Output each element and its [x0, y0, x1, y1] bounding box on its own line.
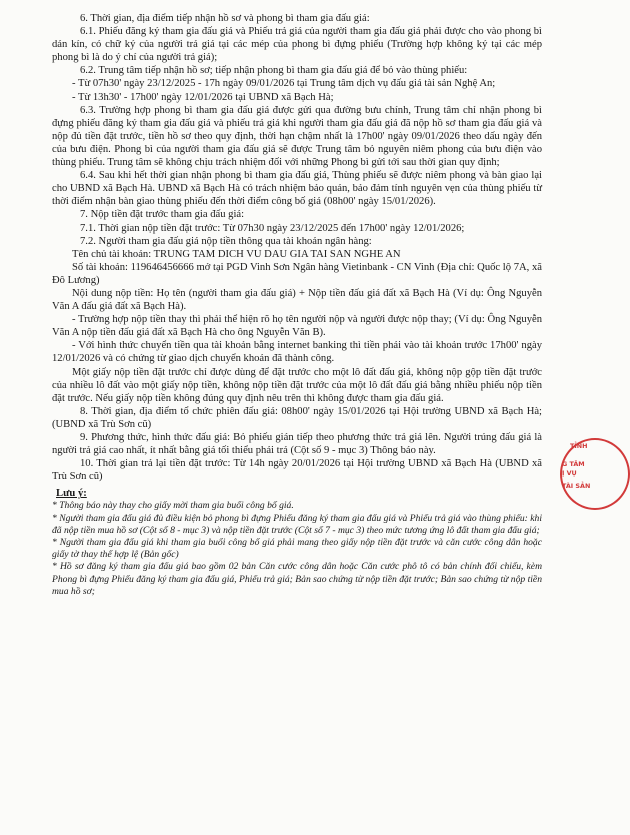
seal-text: Ị VỤ [562, 469, 577, 477]
deposit-rule: Một giấy nộp tiền đặt trước chỉ được dùng để đặt trước cho một lô đất đấu giá, không nộp gộp tiền đặt trước của nhiều lô đất vào một giấy nộp tiền, không nộp tiền đặt trước của một lô đất đấu giá bằng nhiều phiếu nộp tiền đặt trước. Nếu giấy nộp tiền không đúng quy định nêu trên thì không được tham gia đấu giá. [52, 366, 542, 404]
seal-text: G TÂM [562, 460, 585, 468]
account-name: Tên chủ tài khoản: TRUNG TAM DICH VU DAU GIA TAI SAN NGHE AN [72, 248, 401, 260]
proxy-payment: - Trường hợp nộp tiền thay thì phải thể hiện rõ họ tên người nộp và người được nộp thay; (Ví dụ: Ông Nguyễn Văn A nộp tiền đấu giá đất xã Bạch Hà cho ông Nguyễn Văn B). [52, 314, 542, 339]
section-6-3: 6.3. Trường hợp phong bì tham gia đấu giá được gửi qua đường bưu chính, Trung tâm chỉ nhận phong bì đựng phiếu đăng ký tham gia đấu giá và phiếu trả giá khi người tham gia đấu giá đã nộp hồ sơ tham gia đấu giá và nộp đủ tiền đặt trước, tiền hồ sơ theo quy định, thời hạn chậm nhất là 17h00' ngày 09/01/2026 theo dấu ngày đến của bưu điện. Phong bì của người tham gia đấu giá sẽ được Trung tâm bỏ nguyên niêm phong của bưu điện vào thùng phiếu. Trung tâm sẽ không chịu trách nhiệm đối với những Phong bì gửi tới sau thời gian quy định; [52, 104, 542, 169]
section-6-2-a: - Từ 07h30' ngày 23/12/2025 - 17h ngày 09/01/2026 tại Trung tâm dịch vụ đấu giá tài sản Nghệ An; [72, 78, 496, 90]
section-8: 8. Thời gian, địa điểm tổ chức phiên đấu giá: 08h00' ngày 15/01/2026 tại Hội trường UBND xã Bạch Hà; (UBND xã Trù Sơn cũ) [52, 405, 542, 430]
section-6-2: 6.2. Trung tâm tiếp nhận hồ sơ; tiếp nhận phong bì tham gia đấu giá để bỏ vào thùng phiếu: [80, 65, 468, 77]
section-7-1: 7.1. Thời gian nộp tiền đặt trước: Từ 07h30 ngày 23/12/2025 đến 17h00' ngày 12/01/2026; [80, 222, 465, 234]
section-9: 9. Phương thức, hình thức đấu giá: Bỏ phiếu gián tiếp theo phương thức trả giá lên. Người trúng đấu giá là người trả giá cao nhất, ít nhất bằng giá tối thiểu phải trả (Cột số 9 - mục 3) Thông báo này. [52, 432, 542, 457]
section-6-1: 6.1. Phiếu đăng ký tham gia đấu giá và Phiếu trả giá của người tham gia đấu giá phải được cho vào phong bì dán kín, có chữ ký của người trả giá tại các mép của phong bì đựng phiếu (Trường hợp không ký tại các mép phong bì là do ý chí của người trả giá); [52, 26, 542, 64]
section-7-heading: 7. Nộp tiền đặt trước tham gia đấu giá: [80, 209, 245, 221]
section-7-2: 7.2. Người tham gia đấu giá nộp tiền thông qua tài khoản ngân hàng: [80, 235, 372, 247]
seal-text: TỈNH [570, 442, 588, 450]
seal-text: TÀI SẢN [562, 482, 591, 490]
section-10: 10. Thời gian trả lại tiền đặt trước: Từ 14h ngày 20/01/2026 tại Hội trường UBND xã Bạch Hà (UBND xã Trù Sơn cũ) [52, 458, 542, 483]
note-item: * Thông báo này thay cho giấy mời tham gia buổi công bố giá. [52, 500, 294, 512]
section-6-2-b: - Từ 13h30' - 17h00' ngày 12/01/2026 tại UBND xã Bạch Hà; [72, 91, 334, 103]
official-seal [560, 438, 591, 510]
section-6-4: 6.4. Sau khi hết thời gian nhận phong bì tham gia đấu giá, Thùng phiếu sẽ được niêm phong và bàn giao lại cho UBND xã Bạch Hà. UBND xã Bạch Hà có trách nhiệm bảo quản, bảo đảm tính nguyên vẹn của thùng phiếu từ thời điểm nhận bàn giao thùng phiếu đến thời điểm công bố giá (08h00' ngày 15/01/2026). [52, 170, 542, 208]
note-item: * Người tham gia đấu giá khi tham gia buổi công bố giá phải mang theo giấy nộp tiền đặt trước và căn cước công dân hoặc giấy tờ thay thế hợp lệ (Bản gốc) [52, 537, 542, 561]
notes-title: Lưu ý: [56, 488, 87, 500]
payment-content: Nội dung nộp tiền: Họ tên (người tham gia đấu giá) + Nộp tiền đấu giá đất xã Bạch Hà (Ví dụ: Ông Nguyễn Văn A đấu giá đất xã Bạch Hà). [52, 287, 542, 313]
note-item: * Hồ sơ đăng ký tham gia đấu giá bao gồm 02 bản Căn cước công dân hoặc Căn cước phô tô có bản chính đối chiếu, kèm Phong bì đựng Phiếu đăng ký tham gia đấu giá, Phiếu trả giá; Bản sao chứng từ nộp tiền đặt trước; Bản sao chứng từ nộp tiền mua hồ sơ; [52, 561, 542, 597]
transfer-rule: - Với hình thức chuyển tiền qua tài khoản bằng internet banking thì tiền phải vào tài khoản trước 17h00' ngày 12/01/2026 và có chứng từ giao dịch chuyển khoản đã thành công. [52, 340, 542, 365]
note-item: * Người tham gia đấu giá đủ điều kiện bỏ phong bì đựng Phiếu đăng ký tham gia đấu giá và Phiếu trả giá vào thùng phiếu: khi đã nộp tiền mua hồ sơ (Cột số 8 - mục 3) và nộp tiền đặt trước (Cột số 7 - mục 3) theo mức tương ứng lô đất tham gia đấu giá; [52, 512, 542, 536]
section-6-heading: 6. Thời gian, địa điểm tiếp nhận hồ sơ và phong bì tham gia đấu giá: [80, 13, 370, 24]
account-number: Số tài khoản: 119646456666 mở tại PGD Vinh Sơn Ngân hàng Vietinbank - CN Vinh (Địa chỉ: Quốc lộ 7A, xã Đô Lương) [52, 261, 542, 286]
